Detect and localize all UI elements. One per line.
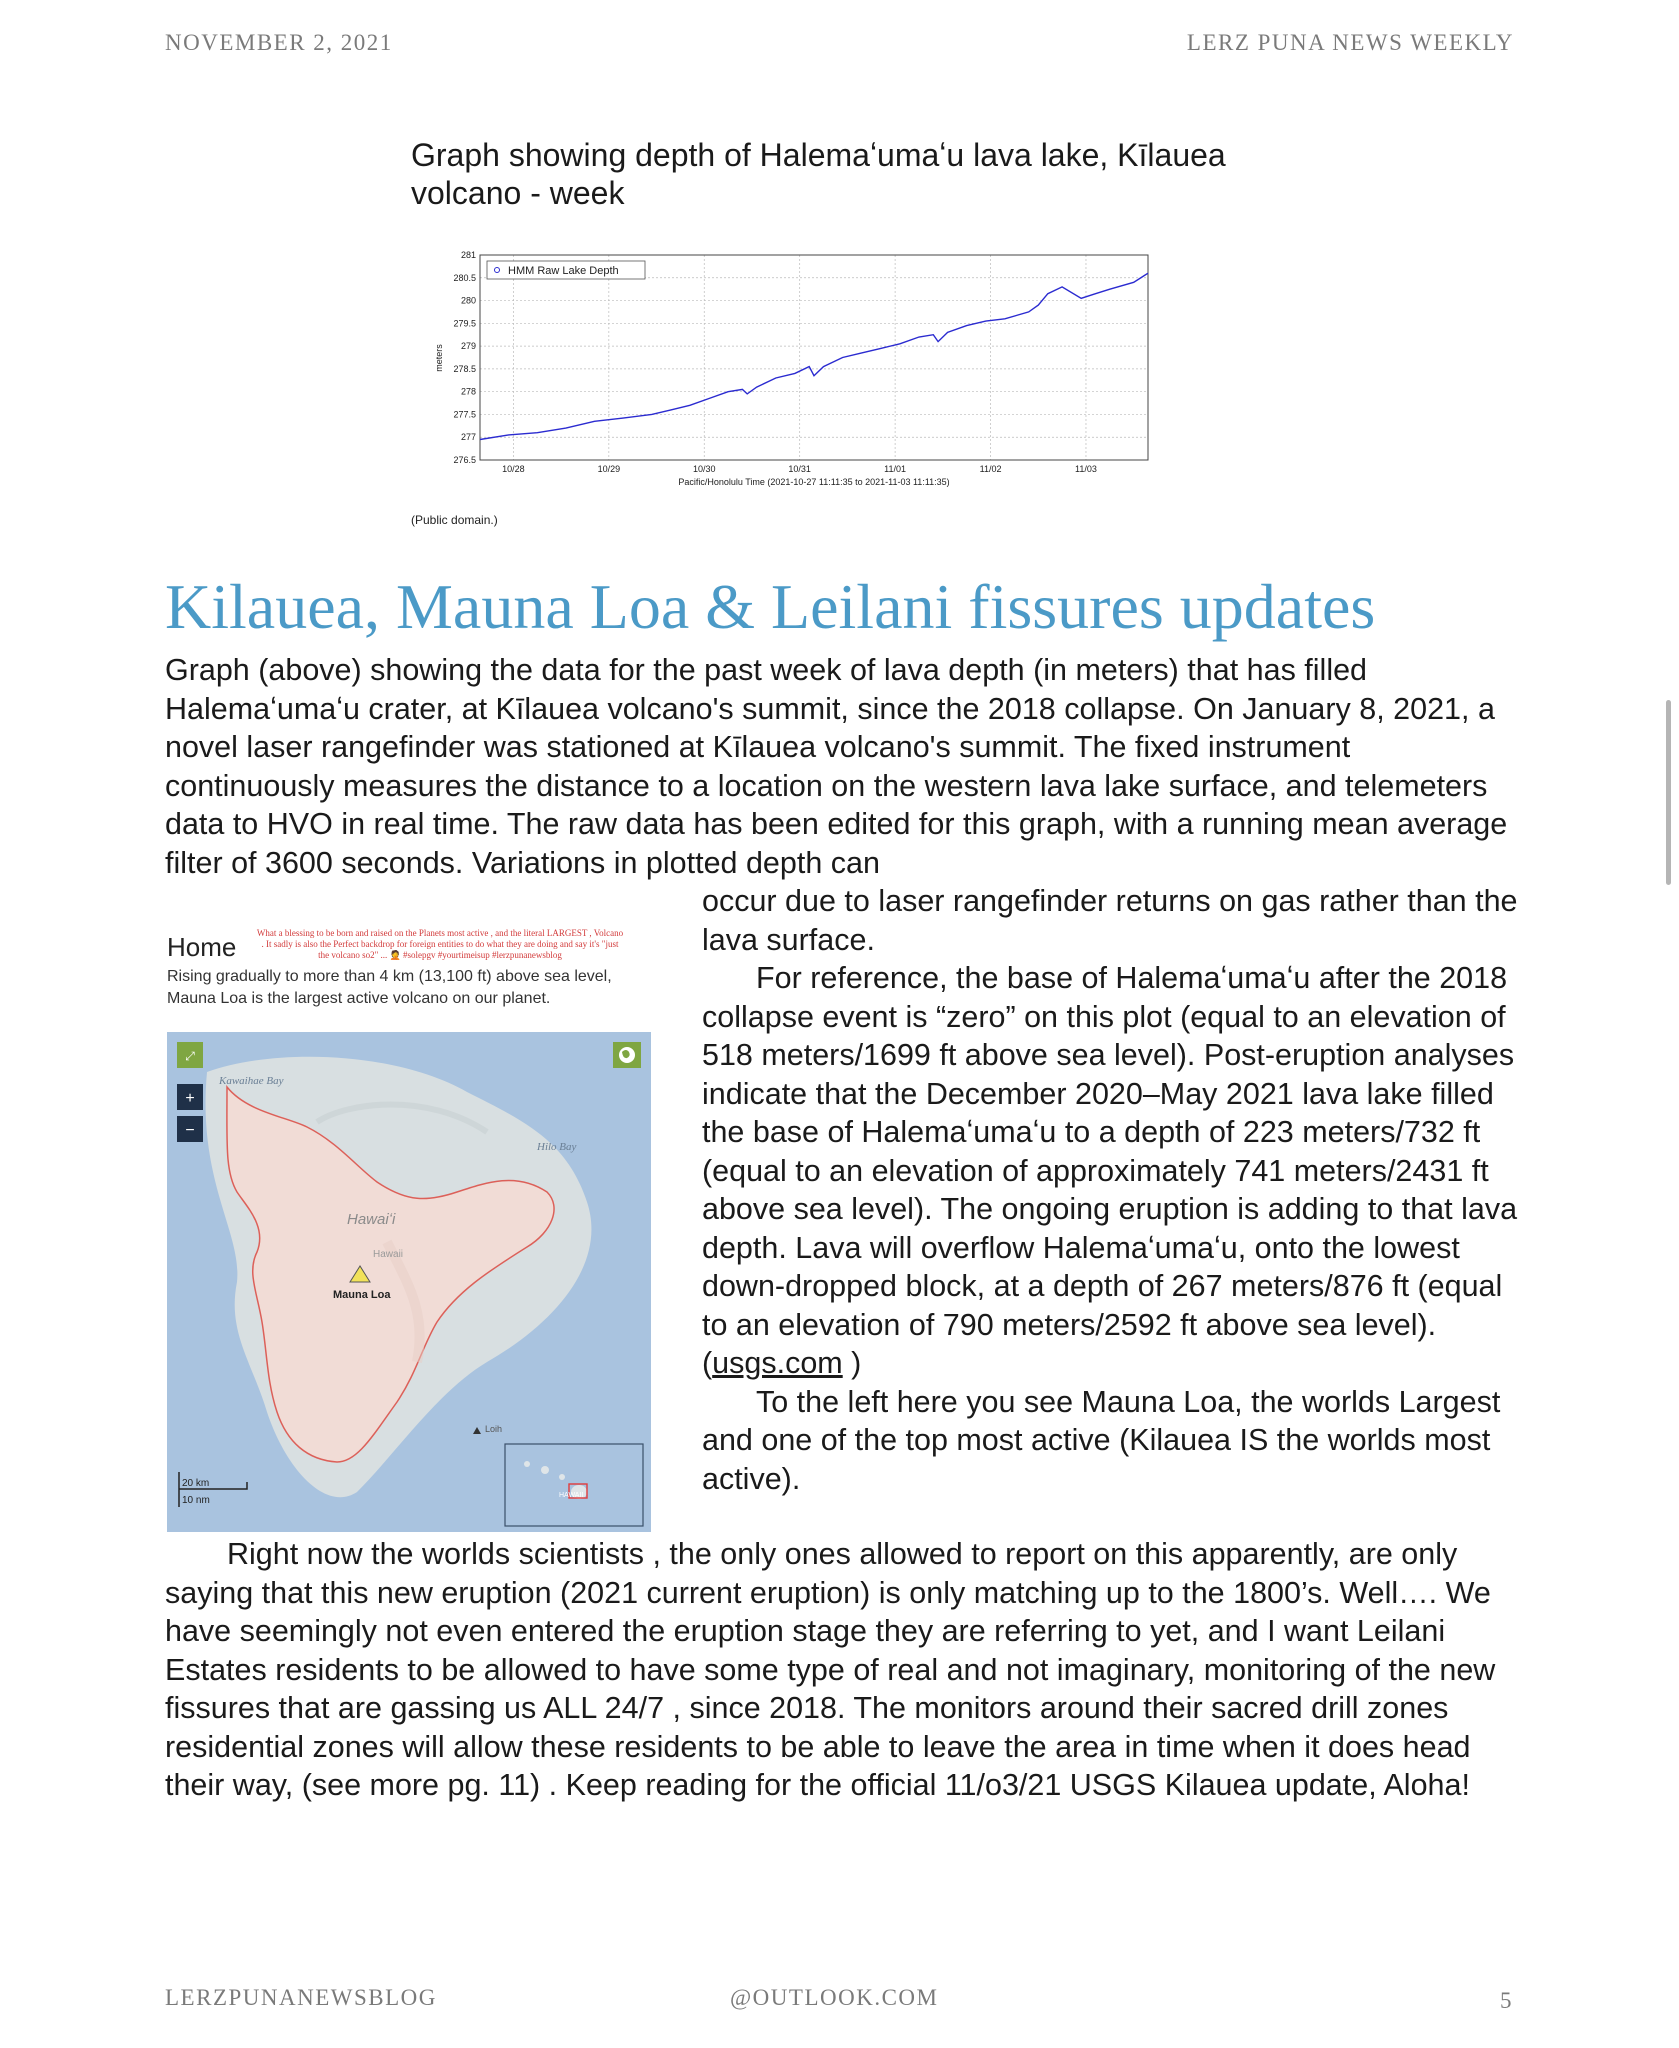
- paragraph-2c: To the left here you see Mauna Loa, the worlds Largest and one of the top most active (Kilauea IS the worlds most active).: [702, 1384, 1501, 1496]
- globe-icon[interactable]: [613, 1042, 641, 1068]
- source-open: (: [702, 1346, 713, 1380]
- map-description: Rising gradually to more than 4 km (13,100 ft) above sea level, Mauna Loa is the largest active volcano on our planet.: [167, 968, 612, 1007]
- y-tick-label: 280.5: [453, 272, 476, 283]
- paragraph-3-text: Right now the worlds scientists , the only ones allowed to report on this apparently, are only saying that this new eruption (2021 current eruption) is only matching up to the 1800’s. Well…. We have seemingly not even entered the eruption stage they are referring to yet, and I want Leilani Estates residents to be allowed to have some type of real and not imaginary, monitoring of the new fissures that are gassing us ALL 24/7 , since 2018. The monitors around their sacred drill zones residential zones will allow these residents to be able to leave the area in time when it does head their way, (see more pg. 11) . Keep reading for the official 11/o3/21 USGS Kilauea update, Aloha!: [165, 1537, 1496, 1802]
- x-tick-label: 11/02: [979, 464, 1002, 474]
- x-tick-label: 11/01: [884, 464, 907, 474]
- svg-text:20 km: 20 km: [182, 1478, 210, 1489]
- x-tick-label: 11/03: [1075, 464, 1097, 474]
- svg-text:+: +: [185, 1090, 195, 1107]
- legend-label: HMM Raw Lake Depth: [508, 265, 619, 277]
- x-tick-label: 10/28: [502, 464, 525, 474]
- handwritten-note: What a blessing to be born and raised on the Planets most active , and the literal LARGEST , Volcano . It sadly is also the Perfect backdrop for foreign entities to do what they are doing and say it's "just the volcano so2" ... 🤦 #solepgv #yourtimeisup #lerzpunanewsblog: [256, 928, 624, 960]
- article-paragraph-1: Graph (above) showing the data for the past week of lava depth (in meters) that has filled Halemaʻumaʻu crater, at Kīlauea volcano's summit, since the 2018 collapse. On January 8, 2021, a novel laser rangefinder was stationed at Kīlauea volcano's summit. The fixed instrument continuously measures the distance to a location on the western lava lake surface, and telemeters data to HVO in real time. The raw data has been edited for this graph, with a running mean average filter of 3600 seconds. Variations in plotted depth can: [165, 653, 1508, 880]
- y-tick-label: 276.5: [453, 455, 476, 465]
- lava-depth-chart: [430, 240, 1170, 502]
- map-bay-label-1: Kawaihae Bay: [219, 1075, 284, 1087]
- y-tick-label: 281: [460, 250, 476, 260]
- x-tick-label: 10/29: [597, 464, 621, 474]
- y-tick-label: 278: [460, 386, 476, 397]
- scroll-indicator[interactable]: [1666, 700, 1671, 885]
- svg-text:⤢: ⤢: [185, 1049, 195, 1063]
- y-tick-label: 278.5: [453, 363, 476, 374]
- svg-text:HAWAII: HAWAII: [559, 1492, 584, 1499]
- article-headline: Kilauea, Mauna Loa & Leilani fissures updates: [165, 571, 1376, 642]
- page-number: 5: [1500, 1988, 1512, 2013]
- mauna-loa-map-card: [165, 920, 655, 1540]
- y-tick-label: 279: [460, 341, 476, 352]
- graph-caption: Graph showing depth of Halemaʻumaʻu lava lake, Kīlauea volcano - week: [411, 137, 1226, 211]
- x-axis-label: Pacific/Honolulu Time (2021-10-27 11:11:35 to 2021-11-03 11:11:35): [678, 477, 950, 487]
- expand-button[interactable]: [177, 1042, 203, 1068]
- x-tick-label: 10/30: [692, 464, 716, 474]
- inset-map: [505, 1444, 643, 1526]
- usgs-link[interactable]: usgs.com: [712, 1346, 843, 1380]
- graph-credit: (Public domain.): [411, 513, 498, 527]
- footer-blog: LERZPUNANEWSBLOG: [165, 1985, 437, 2010]
- zoom-in-button[interactable]: [177, 1084, 203, 1110]
- header-date: NOVEMBER 2, 2021: [165, 30, 393, 55]
- chart-grid: [480, 255, 1148, 460]
- y-tick-label: 277.5: [453, 409, 476, 420]
- x-tick-label: 10/31: [788, 464, 811, 474]
- map-partial-label: Loih: [485, 1424, 503, 1434]
- article-paragraph-2: [702, 882, 1522, 1498]
- chart-legend: [487, 261, 645, 279]
- map-island-label-2: Hawaii: [373, 1249, 404, 1260]
- paragraph-2a: occur due to laser rangefinder returns on gas rather than the lava surface.: [702, 884, 1518, 957]
- svg-text:−: −: [185, 1122, 195, 1139]
- y-tick-label: 280: [460, 295, 476, 306]
- map-island-label: Hawaiʻi: [347, 1211, 396, 1228]
- header-publication: LERZ PUNA NEWS WEEKLY: [1186, 30, 1514, 55]
- y-axis-label: meters: [434, 344, 444, 372]
- footer-email: @OUTLOOK.COM: [730, 1985, 939, 2010]
- map-volcano-label: Mauna Loa: [333, 1289, 391, 1301]
- paragraph-2b: For reference, the base of Halemaʻumaʻu after the 2018 collapse event is “zero” on this plot (equal to an elevation of 518 meters/1699 ft above sea level). Post-eruption analyses indicate that the December 2020–May 2021 lava lake filled the base of Halemaʻumaʻu to a depth of 223 meters/732 ft (equal to an elevation of approximately 741 meters/2431 ft above sea level). The ongoing eruption is adding to that lava depth. Lava will overflow Halemaʻumaʻu, onto the lowest down-dropped block, at a depth of 267 meters/876 ft (equal to an elevation of 790 meters/2592 ft above sea level).: [702, 961, 1518, 1342]
- y-tick-label: 279.5: [453, 318, 476, 329]
- svg-text:10 nm: 10 nm: [182, 1495, 210, 1506]
- chart-xticks: [502, 464, 1097, 474]
- article-paragraph-3: [165, 1535, 1525, 1805]
- plot-frame: [480, 255, 1148, 460]
- mauna-loa-map: [167, 1032, 651, 1532]
- y-tick-label: 277: [460, 432, 476, 443]
- home-label: Home: [167, 932, 237, 962]
- source-close: ): [842, 1346, 862, 1380]
- map-bay-label-2: Hilo Bay: [537, 1141, 577, 1153]
- zoom-out-button[interactable]: [177, 1116, 203, 1142]
- chart-yticks: [453, 250, 476, 465]
